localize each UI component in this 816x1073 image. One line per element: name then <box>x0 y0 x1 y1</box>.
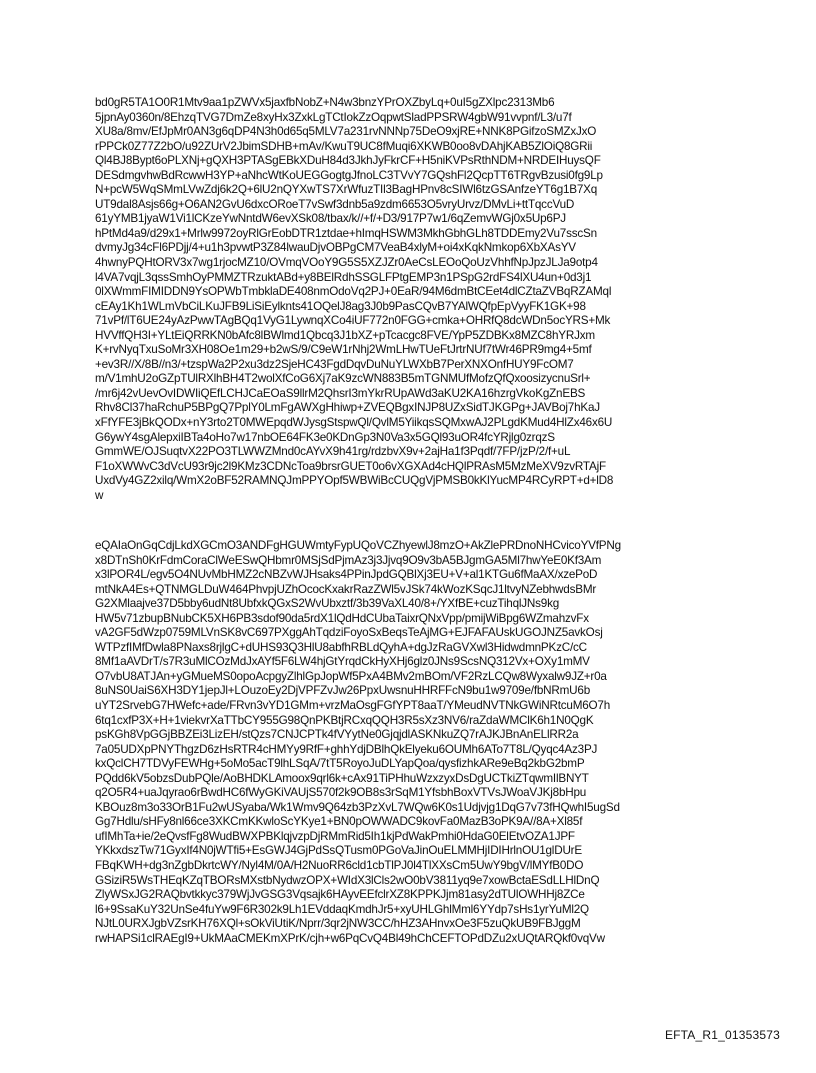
encoded-line: 5jpnAy0360n/8EhzqTVG7DmZe8xyHx3ZxkLgTCtIokZzOqpwtSladPPSRW4gbW91vvpnf/L3/u7f <box>95 110 572 124</box>
encoded-line: mtNkA4Es+QTNMGLDuW464PhvpjUZhOcocKxakrRazZWl5vJSk74kWozKSqcJ1ltvyNZebhwdsBMr <box>95 582 597 596</box>
encoded-line: FBqKWH+dg3nZgbDkrtcWY/Nyl4M/0A/H2NuoRR6cld1cbTlPJ0l4TlXXsCm5UwY9bgV/lMYfB0DO <box>95 859 584 873</box>
encoded-line: GSiziR5WsTHEqKZqTBORsMXstbNydwzOPX+WIdX3lCls2wO0bV3811yq9e7xowBctaESdLLHlDnQ <box>95 873 600 887</box>
encoded-line: Rhv8Cl37haRchuP5BPgQ7PplY0LmFgAWXgHhiwp+ZVEQBgxINJP8UZxSidTJKGPg+JAVBoj7hKaJ <box>95 401 600 415</box>
encoded-line: NJtL0URXJgbVZsrKH76XQl+sOkViUtiK/Nprr/3qr2jNW3CC/hHZ3AHnvxOe3F5zuQkUB9FBJggM <box>95 917 581 931</box>
encoded-line: psKGh8VpGGjBBZEi3LizEH/stQzs7CNJCPTk4fVYytNe0GjqjdlASKNkuZQ7rAJKJBnAnELlRR2a <box>95 728 579 742</box>
encoded-line: G6ywY4sgAlepxiIBTa4oHo7w17nbOE64FK3e0KDnGp3N0Va3x5GQl93uOR4fcYRjlg0zrqzS <box>95 430 555 444</box>
encoded-line: XU8a/8mv/EfJpMr0AN3g6qDP4N3h0d65q5MLV7a231rvNNNp75DeO9xjRE+NNK8PGifzoSMZxJxO <box>95 125 597 139</box>
encoded-line: hPtMd4a9/d29x1+Mrlw9972oyRlGrEobDTR1ztdae+hImqHSWM3MkhGbhGLh8TDDEmy2Vu7sscSn <box>95 226 597 240</box>
encoded-line: ZlyWSxJG2RAQbvtkkyc379WjJvGSG3Vqsajk6HAyvEEfclrXZ8KPPKJjm81asy2dTUlOWHHj8ZCe <box>95 888 585 902</box>
encoded-line: PQdd6kV5obzsDubPQle/AoBHDKLAmoox9qrl6k+cAx91TiPHhuWzxzyxDsDgUCTkiZTqwmIlBNYT <box>95 771 589 785</box>
encoded-line: x3lPOR4L/egv5O4NUvMbHMZ2cNBZvWJHsaks4PPinJpdGQBlXj3EU+V+al1KTGu6fMaAX/xzePoD <box>95 568 598 582</box>
encoded-line: 61yYMB1jyaW1Vi1lCKzeYwNntdW6evXSk08/tbax/k//+f/+D3/917P7w1/6qZemvWGj0x5Up6PJ <box>95 212 566 226</box>
encoded-text-block-2 <box>95 539 775 946</box>
encoded-line: Ql4BJ8Bypt6oPLXNj+gQXH3PTASgEBkXDuH84d3JkhJyFkrCF+H5niKVPsRthNDM+NRDEIHuysQF <box>95 154 601 168</box>
encoded-line: +ev3R//X/8B//n3/+tzspWa2P2xu3dz2SjeHC43FgdDqvDuNuYLWXbB7PerXNXOnfHUY9FcOM7 <box>95 357 574 371</box>
encoded-line: 8Mf1aAVDrT/s7R3uMlCOzMdJxAYf5F6LW4hjGtYrqdCkHyXHj6glz0JNs9ScsNQ312Vx+OXy1mMV <box>95 655 590 669</box>
encoded-line: xFfYFE3jBkQODx+nY3rto2T0MWEpqdWJysgStspwQl/QvlM5YiikqsSQMxwAJ2PLgdKMud4HlZx46x6U <box>95 416 613 430</box>
encoded-line: N+pcW5WqSMmLVwZdj6k2Q+6lU2nQYXwTS7XrWfuzTIl3BagHPnv8cSIWl6tzGSAnfzeYT6g1B7Xq <box>95 183 598 197</box>
encoded-line: 6tq1cxfP3X+H+1viekvrXaTTbCY955G98QnPKBtjRCxqQQH3R5sXz3NV6/raZdaWMClK6h1N0QgK <box>95 713 594 727</box>
encoded-line: 4hwnyPQHtORV3x7wg1rjocMZ10/OVmqVOoY9G5S5XZJZr0AeCsLEOoQoUzVhhfNpJpzJLJa9otp4 <box>95 256 598 270</box>
encoded-line: kxQclCH7TDVyFEWHg+5oMo5acT9lhLSqA/7tT5RoyoJuDLYapQoa/qysfizhkARe9eBq2kbG2bmP <box>95 757 585 771</box>
encoded-line: x8DTnSh0KrFdmCoraClWeESwQHbmr0MSjSdPjmAz3j3Jjvq9O9v3bA5BJgmGA5Ml7hwYeE0Kf3Am <box>95 553 602 567</box>
encoded-line: m/V1mhU2oGZpTUlRXlhBH4T2wolXfCoG6Xj7aK9zcWN883B5mTGNMUfMofzQfQxoosizycnuSrl+ <box>95 372 591 386</box>
encoded-line: w <box>95 488 100 502</box>
encoded-line: ufIMhTa+ie/2eQvsfFg8WudBWXPBKlqjvzpDjRMmRid5Ih1kjPdWakPmhi0HdaG0ElEtvOZA1JPF <box>95 829 575 843</box>
encoded-line: O7vbU8ATJAn+yGMueMS0opoAcpgyZlhlGpJopWf5PxA4BMv2mBOm/VF2RzLCQw8Wyxalw9JZ+r0a <box>95 669 607 683</box>
encoded-line: q2O5R4+uaJqyrao6rBwdHC6fWyGKiVAUjS570f2k9OB8s3rSqM1YfsbhBoxVTVsJWoaVJKj8bHpu <box>95 786 587 800</box>
encoded-line: 7a05UDXpPNYThgzD6zHsRTR4cHMYy9RfF+ghhYdjDBlhQkElyeku6OUMh6ATo7T8L/Qyqc4Az3PJ <box>95 742 598 756</box>
encoded-line: eQAIaOnGqCdjLkdXGCmO3ANDFgHGUWmtyFypUQoVCZhyewlJ8mzO+AkZlePRDnoNHCvicoYVfPNg <box>95 539 621 552</box>
encoded-line: G2XMlaajve37D5bby6udNt8UbfxkQGxS2WvUbxztf/3b39VaXL40/8+/YXfBE+cuzTihqlJNs9kg <box>95 597 560 611</box>
encoded-line: WTPzfIMfDwla8PNaxs8rjlgC+dUHS93Q3HlU8abfhRBLdQyhA+dgJzRaGVXwl3HidwdmnPKzC/cC <box>95 640 587 654</box>
encoded-line: vA2GF5dWzp0759MLVnSK8vC697PXggAhTqdziFoyoSxBeqsTeAjMG+EJFAFAUskUGOJNZ5avkOsj <box>95 626 603 640</box>
encoded-line: 8uNS0UaiS6XH3DY1jepJl+LOuzoEy2DjVPFZvJw26PpxUwsnuHHRFFcN9bu1w9709e/fbNRmU6b <box>95 684 591 698</box>
encoded-line: l6+9SsaKuY32UnSe4fuYw9F6R302k9Lh1EVddaqKmdhJr5+xyUHLGhlMml6YYdp7sHs1yrYuMl2Q <box>95 902 589 916</box>
encoded-line: HW5v71zbupBNubCK5XH6PB3sdof90da5rdX1lQdHdCUbaTaixrQNxVpp/pmijWiBpg6WZmahzvFx <box>95 611 589 625</box>
encoded-line: UT9dal8Asjs66g+O6AN2GvU6dxcORoeT7vSwf3dnb5a9zdm6653O5vryUrvz/DMvLi+ttTqccVuD <box>95 197 575 211</box>
encoded-line: l4VA7vqjL3qssSmhOyPMMZTRzuktABd+y8BElRdhSSGLFPtgEMP3n1PSpG2rdFS4lXU4un+0d3j1 <box>95 270 592 284</box>
encoded-line: bd0gR5TA1O0R1Mtv9aa1pZWVx5jaxfbNobZ+N4w3bnzYPrOXZbyLq+0uI5gZXlpc2313Mb6 <box>95 96 555 109</box>
encoded-line: YKkxdszTw71GyxIf4N0jWTfi5+EsGWJ4GjPdSsQTusm0PGoVaJinOuELMMHjIDIHrlnOU1glDUrE <box>95 844 582 858</box>
encoded-line: UxdVy4GZ2xilq/WmX2oBF52RAMNQJmPPYOpf5WBWiBcCUQgVjPMSB0kKlYucMP4RCyRPT+d+lD8 <box>95 474 614 488</box>
encoded-line: Gg7Hdlu/sHFy8nl66ce3XKCmKKwloScYKye1+BN0pOWWADC9kovFa0MazB3oPK9A//8A+Xl85f <box>95 815 583 829</box>
encoded-line: dvmyJg34cFl6PDjj/4+u1h3pvwtP3Z84lwauDjvOBPgCM7VeaB4xlyM+oi4xKqkNmkop6XbXAsYV <box>95 241 576 255</box>
encoded-line: 71vPf/lT6UE24yAzPwwTAgBQq1VyG1LywnqXCo4iUF772n0FGG+cmka+OHRfQ8dcWDn5ocYRS+Mk <box>95 314 611 328</box>
encoded-line: F1oXWWvC3dVcU93r9jc2l9KMz3CDNcToa9brsrGUET0o6vXGXAd4cHQlPRAsM5MzMeXV9zvRTAjF <box>95 459 606 473</box>
encoded-line: rPPCk0Z77Z2bO/u92ZUrV2JbimSDHB+mAv/KwuT9UC8fMuqi6XKWB0oo8vDAhjKAB5ZlOiQ8GRii <box>95 139 593 153</box>
encoded-line: 0lXWmmFIMIDDN9YsOPWbTmbklaDE408nmOdoVq2PJ+0EaR/94M6dmBtCEet4dlCZtaZVBqRZAMql <box>95 285 612 299</box>
encoded-line: DESdmgvhwBdRcwwH3YP+aNhcWtKoUEGGogtgJfnoLC3TVvY7GQshFl2QcpTT6TRgvBzusi0fg9Lp <box>95 168 603 182</box>
encoded-line: K+rvNyqTxuSoMr3XH08Oe1m29+b2wS/9/C9eW1rNhj2WmLHwTUeFtJrtrNUf7tWr46PR9mg4+5mf <box>95 343 592 357</box>
encoded-line: /mr6j42vUevOvIDWIiQEfLCHJCaEOaS9llrM2QhsrI3mYkrRUpAWd3aKU2KA16hzrgVkoKgZnEBS <box>95 386 586 400</box>
encoded-line: HVVffQH3I+YLtEiQRRKN0bAfc8lBWlmd1Qbcq3J1bXZ+pTcacgc8FVE/YpP5ZDBKx8MZC8hYRJxm <box>95 328 595 342</box>
document-id-footer: EFTA_R1_01353573 <box>664 1028 780 1042</box>
encoded-line: rwHAPSi1clRAEgI9+UkMAaCMEKmXPrK/cjh+w6PqCvQ4Bl49hChCEFTOPdDZu2xUQtARQkf0vqVw <box>95 931 605 945</box>
encoded-text-block-1 <box>95 96 775 503</box>
encoded-line: cEAy1Kh1WLmVbCiLKuJFB9LiSiEylknts41OQelJ8ag3J0b9PasCQvB7YAlWQfpEpVyyFK1GK+98 <box>95 299 586 313</box>
encoded-line: KBOuz8m3o33OrB1Fu2wUSyaba/Wk1Wmv9Q64zb3PzXvL7WQw6K0s1Udjvjg1DqG7v73fHQwhI5ugSd <box>95 800 620 814</box>
encoded-line: uYT2SrvebG7HWefc+ade/FRvn3vYD1GMm+vrzMaOsgFGfYPT8aaT/YMeudNVTNkGWiNRtcuM6O7h <box>95 699 611 713</box>
encoded-line: GmmWE/OJSuqtvX22PO3TLWWZMnd0cAYvX9h41rg/rdzbvX9v+2ajHa1f3Pqdf/7FP/jzP/2/f+uL <box>95 445 571 459</box>
